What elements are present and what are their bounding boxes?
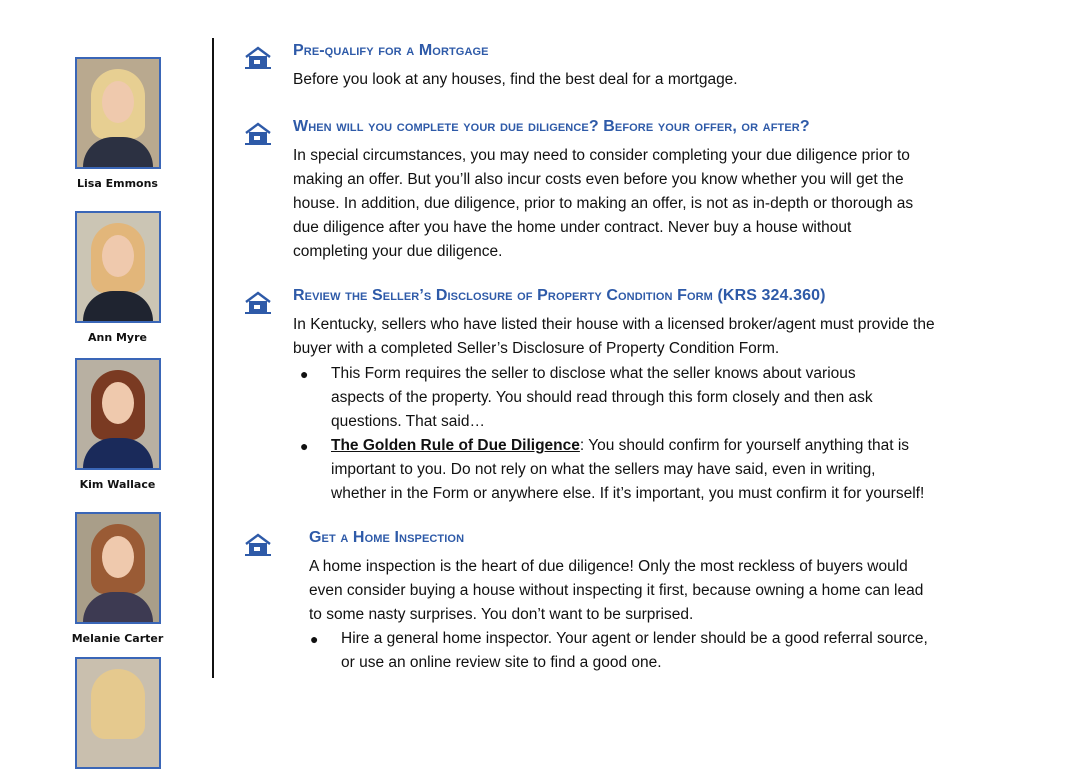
text-line: due diligence after you have the home under contract. Never buy a house without [293, 219, 852, 236]
text-line: In special circumstances, you may need to consider completing your due diligence prior to [293, 147, 910, 164]
section-paragraph [309, 555, 923, 627]
house-icon [244, 46, 272, 70]
text-line: to some nasty surprises. You don’t want to be surprised. [309, 606, 694, 623]
text-line: Hire a general home inspector. Your agent or lender should be a good referral source, [341, 630, 928, 647]
agent-photo [75, 358, 161, 470]
text-line: A home inspection is the heart of due diligence! Only the most reckless of buyers would [309, 558, 908, 575]
column-divider [212, 38, 214, 678]
agent-photo [75, 57, 161, 169]
section-paragraph: Before you look at any houses, find the best deal for a mortgage. [293, 71, 738, 88]
house-icon [244, 122, 272, 146]
house-icon [244, 533, 272, 557]
agent-card [60, 512, 175, 645]
agent-photo [75, 657, 161, 769]
agent-card [60, 657, 175, 769]
text-line: even consider buying a house without inspecting it first, because owning a home can lead [309, 582, 924, 599]
text-line: buyer with a completed Seller’s Disclosure of Property Condition Form. [293, 340, 780, 357]
bullet-dot: ● [300, 438, 309, 454]
section-heading: Review the Seller’s Disclosure of Property Condition Form (KRS 324.360) [293, 287, 826, 304]
section-heading: Get a Home Inspection [309, 529, 465, 546]
text-line: or use an online review site to find a good one. [341, 654, 662, 671]
text-line: whether in the Form or anywhere else. If it’s important, you must confirm it for yourself! [331, 485, 925, 502]
section-heading: Pre-qualify for a Mortgage [293, 42, 489, 59]
agent-card [60, 211, 175, 344]
bullet-dot: ● [300, 366, 309, 382]
agent-sidebar [0, 0, 214, 675]
agent-photo [75, 512, 161, 624]
section-paragraph [293, 313, 935, 361]
house-icon [244, 291, 272, 315]
agent-name: Ann Myre [87, 331, 147, 344]
text-line: house. In addition, due diligence, prior to making an offer, is not as in-depth or thorough as [293, 195, 914, 212]
text-line: In Kentucky, sellers who have listed their house with a licensed broker/agent must provide the [293, 316, 935, 333]
agent-name: Melanie Carter [71, 632, 164, 645]
golden-rule-label: The Golden Rule of Due Diligence [331, 437, 580, 454]
bullet-dot: ● [310, 631, 319, 647]
text-line: completing your due diligence. [293, 243, 503, 260]
agent-name: Kim Wallace [79, 478, 156, 491]
agent-name: Lisa Emmons [77, 177, 158, 190]
agent-photo [75, 211, 161, 323]
text-line: making an offer. But you’ll also incur costs even before you know whether you will get the [293, 171, 904, 188]
section-paragraph [293, 144, 913, 264]
text-line: questions. That said… [331, 413, 485, 430]
text-line: This Form requires the seller to disclose what the seller knows about various [331, 365, 856, 382]
section-heading: When will you complete your due diligence? Before your offer, or after? [293, 118, 810, 135]
text-line: important to you. Do not rely on what the sellers may have said, even in writing, [331, 461, 876, 478]
agent-card [60, 358, 175, 491]
text-line: aspects of the property. You should read through this form closely and then ask [331, 389, 873, 406]
text-line: : You should confirm for yourself anything that is [579, 437, 910, 454]
agent-card [60, 57, 175, 190]
